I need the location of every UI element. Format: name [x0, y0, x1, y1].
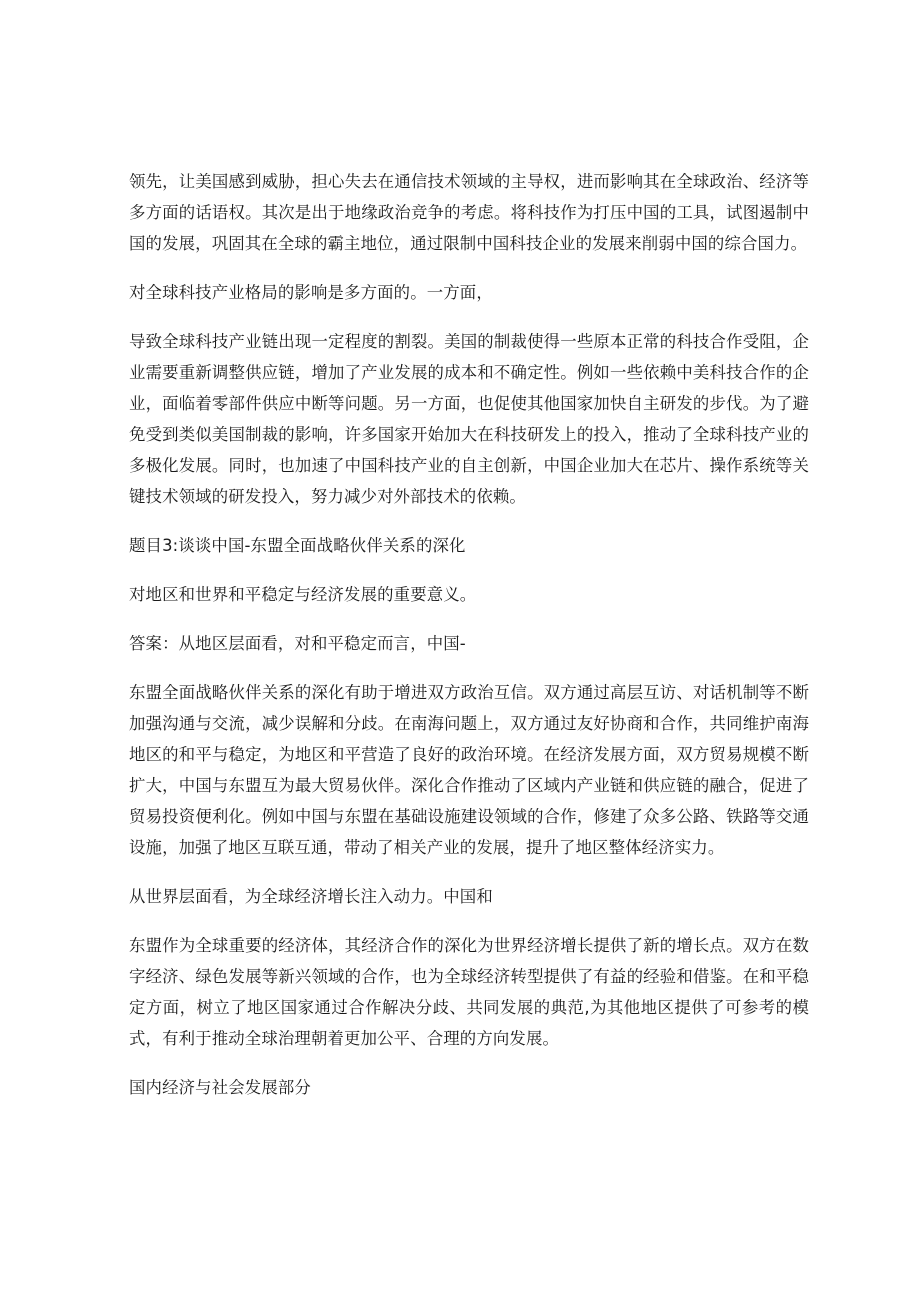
- document-body: [129, 166, 809, 1121]
- question-3-title: 题目3:谈谈中国-东盟全面战略伙伴关系的深化: [129, 536, 466, 555]
- answer-intro: 答案：从地区层面看，对和平稳定而言，中国-: [129, 634, 466, 653]
- paragraph-regional-significance: 东盟全面战略伙伴关系的深化有助于增进双方政治互信。双方通过高层互访、对话机制等不断加强沟通与交流，减少误解和分歧。在南海问题上，双方通过友好协商和合作，共同维护南海地区的和平与稳定，为地区和平营造了良好的政治环境。在经济发展方面，双方贸易规模不断扩大，中国与东盟互为最大贸易伙伴。深化合作推动了区域内产业链和供应链的融合，促进了贸易投资便利化。例如中国与东盟在基础设施建设领域的合作，修建了众多公路、铁路等交通设施，加强了地区互联互通，带动了相关产业的发展，提升了地区整体经济实力。: [129, 683, 809, 857]
- section-heading-domestic: 国内经济与社会发展部分: [129, 1078, 311, 1097]
- paragraph-us-motives: 领先，让美国感到威胁，担心失去在通信技术领域的主导权，进而影响其在全球政治、经济等多方面的话语权。其次是出于地缘政治竞争的考虑。将科技作为打压中国的工具，试图遏制中国的发展，巩固其在全球的霸主地位，通过限制中国科技企业的发展来削弱中国的综合国力。: [129, 172, 809, 253]
- paragraph-impact-intro: 对全球科技产业格局的影响是多方面的。一方面，: [129, 283, 493, 302]
- paragraph-impact-detail: 导致全球科技产业链出现一定程度的割裂。美国的制裁使得一些原本正常的科技合作受阻，企业需要重新调整供应链，增加了产业发展的成本和不确定性。例如一些依赖中美科技合作的企业，面临着零部件供应中断等问题。另一方面，也促使其他国家加快自主研发的步伐。为了避免受到类似美国制裁的影响，许多国家开始加大在科技研发上的投入，推动了全球科技产业的多极化发展。同时，也加速了中国科技产业的自主创新，中国企业加大在芯片、操作系统等关键技术领域的研发投入，努力减少对外部技术的依赖。: [129, 332, 809, 506]
- question-3-subtitle: 对地区和世界和平稳定与经济发展的重要意义。: [129, 585, 477, 604]
- paragraph-global-intro: 从世界层面看，为全球经济增长注入动力。中国和: [129, 887, 493, 906]
- paragraph-global-significance: 东盟作为全球重要的经济体，其经济合作的深化为世界经济增长提供了新的增长点。双方在数字经济、绿色发展等新兴领域的合作，也为全球经济转型提供了有益的经验和借鉴。在和平稳定方面，树立了地区国家通过合作解决分歧、共同发展的典范,为其他地区提供了可参考的模式，有利于推动全球治理朝着更加公平、合理的方向发展。: [129, 936, 809, 1048]
